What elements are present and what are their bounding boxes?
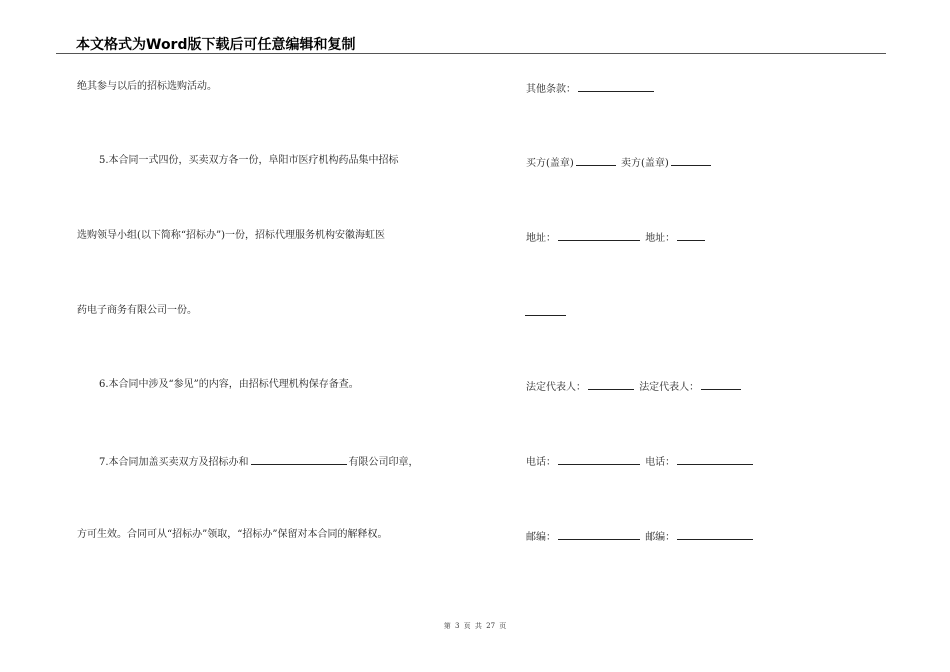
footer-prefix: 第 <box>443 622 451 630</box>
body-line-6-start: 7.本合同加盖买卖双方及招标办和 <box>99 457 249 468</box>
other-terms-label: 其他条款： <box>526 84 576 95</box>
seller-address-blank <box>677 229 705 241</box>
seller-postcode-blank <box>677 528 753 540</box>
seller-address-label: 地址： <box>645 233 676 244</box>
buyer-seal-blank <box>576 154 616 166</box>
body-line-3: 选购领导小组(以下简称“招标办”)一份，招标代理服务机构安徽海虹医 <box>77 230 386 241</box>
buyer-seal-label: 买方(盖章) <box>526 158 574 169</box>
phone-row <box>526 453 755 470</box>
company-name-blank <box>251 453 347 465</box>
footer-total-prefix: 共 <box>474 622 482 630</box>
buyer-address-label: 地址： <box>526 233 556 244</box>
header-divider <box>56 53 886 54</box>
footer-page-number: 3 <box>454 622 460 630</box>
buyer-legal-rep-label: 法定代表人： <box>526 382 586 393</box>
body-line-7: 方可生效。合同可从“招标办”领取，“招标办”保留对本合同的解释权。 <box>77 529 388 540</box>
seller-seal-label: 卖方(盖章) <box>621 158 669 169</box>
buyer-legal-rep-blank <box>588 378 634 390</box>
legal-rep-row <box>526 378 743 395</box>
seller-legal-rep-label: 法定代表人： <box>639 382 700 393</box>
buyer-address-blank <box>558 229 640 241</box>
buyer-postcode-blank <box>558 528 640 540</box>
body-line-4: 药电子商务有限公司一份。 <box>77 305 197 316</box>
body-line-6-end: 有限公司印章， <box>348 457 419 468</box>
seller-phone-label: 电话： <box>645 457 676 468</box>
seal-row <box>526 154 713 171</box>
other-terms-blank <box>578 80 654 92</box>
body-line-5: 6.本合同中涉及“参见”的内容，由招标代理机构保存备查。 <box>99 379 359 390</box>
document-header-title: 本文格式为Word版下载后可任意编辑和复制 <box>76 37 356 53</box>
page-footer <box>0 621 950 631</box>
body-line-6 <box>99 453 419 470</box>
buyer-phone-label: 电话： <box>526 457 556 468</box>
seller-legal-rep-blank <box>701 378 741 390</box>
seller-postcode-label: 邮编： <box>645 532 676 543</box>
footer-total-pages: 27 <box>486 622 496 630</box>
address-row <box>526 229 707 246</box>
seller-phone-blank <box>677 453 753 465</box>
buyer-postcode-label: 邮编： <box>526 532 556 543</box>
other-terms-row <box>526 80 656 97</box>
postcode-row <box>526 528 755 545</box>
body-line-2: 5.本合同一式四份，买卖双方各一份，阜阳市医疗机构药品集中招标 <box>99 155 399 166</box>
footer-page-unit: 页 <box>463 622 471 630</box>
body-line-1: 绝其参与以后的招标选购活动。 <box>77 81 217 92</box>
footer-total-unit: 页 <box>499 622 507 630</box>
seller-seal-blank <box>671 154 711 166</box>
buyer-phone-blank <box>558 453 640 465</box>
address-continuation-blank <box>525 315 566 316</box>
